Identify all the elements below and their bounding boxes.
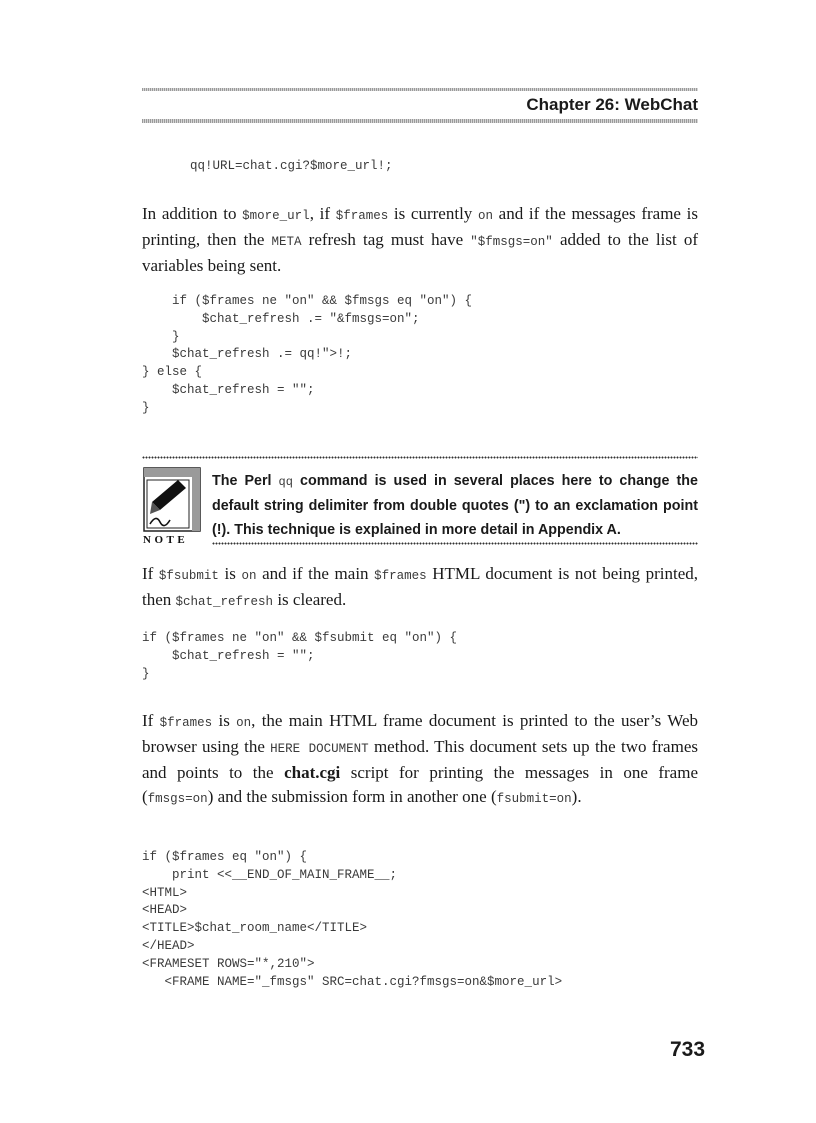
code-line: } else { (142, 365, 203, 380)
text: is (212, 711, 237, 730)
code-line: if ($frames eq "on") { (142, 850, 308, 864)
code-line: $chat_refresh = ""; (142, 382, 315, 397)
text: , the main HTML frame document is printed to the user’s Web browser using the (142, 711, 698, 756)
code-block-3 (142, 630, 457, 683)
text: command is used in several places here to change the default string delimiter from double quotes (") to an exclamation point (!). This technique is explained in more detail in Appendix A. (212, 473, 698, 538)
code-line: qq!URL=chat.cgi?$more_url!; (190, 159, 393, 173)
text: method. This document sets up the two frames and points to the (142, 737, 698, 782)
code-block-2 (142, 293, 472, 418)
code-line: <FRAMESET ROWS="*,210"> (142, 956, 315, 971)
inline-code: $more_url (242, 209, 310, 223)
code-line: <FRAME NAME="_fmsgs" SRC=chat.cgi?fmsgs=on&$more_url> (142, 974, 563, 989)
inline-code: $frames (159, 716, 213, 730)
note-label: NOTE (143, 534, 189, 546)
code-block-4 (142, 849, 562, 991)
paragraph-1 (142, 202, 698, 278)
running-head: Chapter 26: WebChat (526, 95, 698, 114)
text: and if the messages frame is printing, then the (142, 204, 698, 249)
note-text (212, 469, 698, 542)
code-line: $chat_refresh .= "&fmsgs=on"; (142, 311, 420, 326)
inline-code: META (271, 235, 302, 249)
paragraph-2 (142, 562, 698, 614)
code-line: <HTML> (142, 885, 188, 900)
note-divider-top (142, 456, 698, 459)
note-divider-bottom (212, 542, 698, 545)
text: HTML document is not being printed, then (142, 564, 698, 609)
text: If (142, 564, 159, 583)
code-line: } (142, 329, 180, 344)
inline-code: on (241, 569, 257, 583)
code-line: $chat_refresh = ""; (142, 648, 315, 663)
inline-code: qq (278, 475, 293, 489)
inline-code: fsubmit=on (496, 792, 572, 806)
code-line: <HEAD> (142, 903, 188, 918)
text: refresh tag must have (301, 230, 471, 249)
paragraph-3 (142, 709, 698, 811)
text: , if (309, 204, 336, 223)
header-rule-top (142, 88, 698, 91)
inline-code: HERE DOCUMENT (270, 742, 369, 756)
inline-code: "$fmsgs=on" (470, 235, 553, 249)
inline-code: $frames (374, 569, 427, 583)
code-line: } (142, 400, 150, 415)
code-block-1 (190, 158, 393, 176)
text: added to the list of variables being sent. (142, 230, 698, 275)
code-line: $chat_refresh .= qq!">!; (142, 347, 353, 362)
inline-code: $chat_refresh (175, 595, 274, 609)
page-number: 733 (670, 1038, 706, 1061)
code-line: print <<__END_OF_MAIN_FRAME__; (142, 867, 398, 882)
text: ) and the submission form in another one ( (207, 787, 497, 806)
code-line: </HEAD> (142, 938, 195, 953)
text: script for printing the messages in one frame ( (142, 763, 698, 806)
text: If (142, 711, 160, 730)
text: The Perl (212, 473, 279, 489)
inline-code: $frames (335, 209, 389, 223)
script-name: chat.cgi (284, 763, 341, 782)
inline-code: on (477, 209, 493, 223)
text: ). (571, 787, 582, 806)
code-line: if ($frames ne "on" && $fsubmit eq "on") { (142, 631, 458, 645)
code-line: if ($frames ne "on" && $fmsgs eq "on") { (142, 294, 473, 308)
text: is cleared. (273, 590, 347, 609)
code-line: } (142, 666, 150, 681)
note-pencil-icon (142, 466, 204, 546)
inline-code: on (236, 716, 252, 730)
code-line: <TITLE>$chat_room_name</TITLE> (142, 921, 368, 936)
header-rule-bottom (142, 119, 698, 123)
inline-code: fmsgs=on (147, 792, 208, 806)
text: and if the main (256, 564, 375, 583)
text: In addition to (142, 204, 243, 223)
text: is currently (388, 204, 478, 223)
text: is (218, 564, 242, 583)
inline-code: $fsubmit (158, 569, 219, 583)
